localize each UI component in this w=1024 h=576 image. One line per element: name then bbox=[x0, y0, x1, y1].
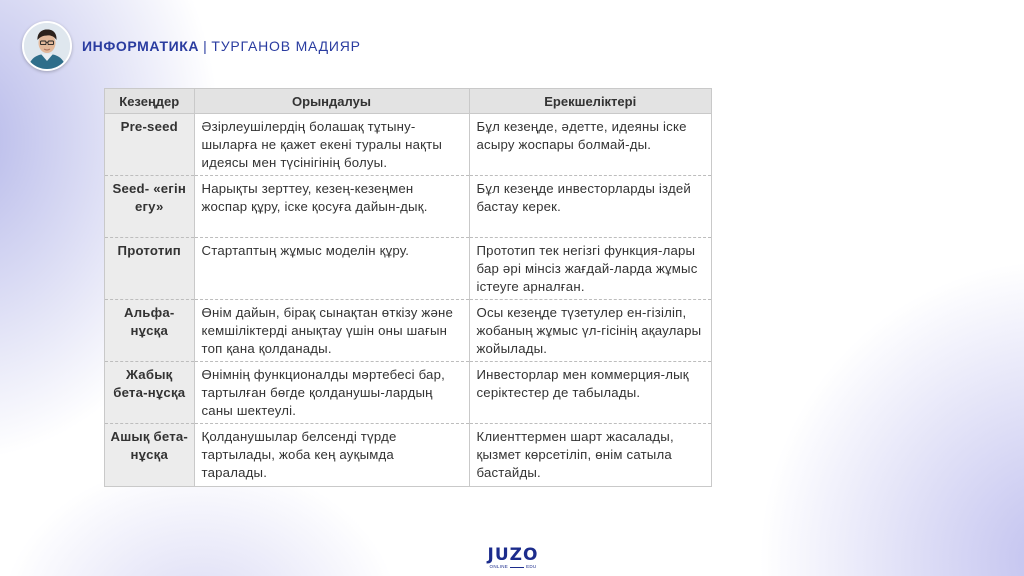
stage-cell: Pre-seed bbox=[105, 114, 194, 176]
execution-cell: Нарықты зерттеу, кезең-кезеңмен жоспар құру, іске қосуға дайын-дық. bbox=[194, 176, 469, 238]
table-row bbox=[105, 114, 711, 176]
execution-cell: Қолданушылар белсенді түрде тартылады, жоба кең ауқымда таралады. bbox=[194, 424, 469, 486]
table-header-row bbox=[105, 89, 711, 114]
subject-label: ИНФОРМАТИКА bbox=[82, 38, 200, 54]
features-cell: Инвесторлар мен коммерция-лық серіктестер де табылады. bbox=[469, 362, 711, 424]
person-photo-icon bbox=[24, 23, 70, 69]
table-row bbox=[105, 238, 711, 300]
startup-stages-table bbox=[104, 88, 712, 487]
stage-cell: Жабық бета-нұсқа bbox=[105, 362, 194, 424]
column-header-execution: Орындалуы bbox=[194, 89, 469, 114]
features-cell: Бұл кезеңде, әдетте, идеяны іске асыру жоспары болмай-ды. bbox=[469, 114, 711, 176]
features-cell: Бұл кезеңде инвесторларды іздей бастау керек. bbox=[469, 176, 711, 238]
logo-divider bbox=[510, 567, 524, 568]
execution-cell: Стартаптың жұмыс моделін құру. bbox=[194, 238, 469, 300]
logo-tagline-left: ONLINE bbox=[489, 564, 509, 569]
execution-cell: Өнімнің функционалды мәртебесі бар, тартылған бөгде қолданушы-лардың саны шектеулі. bbox=[194, 362, 469, 424]
stage-cell: Прототип bbox=[105, 238, 194, 300]
execution-cell: Өнім дайын, бірақ сынақтан өткізу және кемшіліктерді анықтау үшін оны шағын топ қана қолданады. bbox=[194, 300, 469, 362]
header-separator: | bbox=[203, 38, 208, 54]
logo-tagline-right: EDU bbox=[526, 564, 537, 569]
logo-wordmark: JUZO bbox=[487, 545, 539, 565]
slide-header bbox=[22, 22, 361, 70]
stage-cell: Альфа-нұсқа bbox=[105, 300, 194, 362]
table-row bbox=[105, 424, 711, 486]
juzo-logo bbox=[486, 546, 540, 570]
features-cell: Клиенттермен шарт жасалады, қызмет көрсетіліп, өнім сатыла бастайды. bbox=[476, 429, 674, 480]
header-title bbox=[82, 38, 361, 54]
table-row bbox=[105, 300, 711, 362]
table-row bbox=[105, 362, 711, 424]
author-name: ТУРГАНОВ МАДИЯР bbox=[211, 38, 361, 54]
features-cell: Прототип тек негізгі функция-лары бар әрі мінсіз жағдай-ларда жұмыс істеуге арналған. bbox=[469, 238, 711, 300]
stage-cell: Seed- «егін егу» bbox=[105, 176, 194, 238]
features-cell: Осы кезеңде түзетулер ен-гізіліп, жобаның жұмыс үл-гісінің ақаулары жойылады. bbox=[469, 300, 711, 362]
author-avatar bbox=[22, 21, 72, 71]
table-row bbox=[105, 176, 711, 238]
stage-cell: Ашық бета-нұсқа bbox=[105, 424, 194, 486]
execution-cell: Әзірлеушілердің болашақ тұтыну-шыларға не қажет екені туралы нақты идеясы мен түсінігінің болуы. bbox=[194, 114, 469, 176]
column-header-features: Ерекшеліктері bbox=[469, 89, 711, 114]
column-header-stages: Кезеңдер bbox=[105, 89, 194, 114]
